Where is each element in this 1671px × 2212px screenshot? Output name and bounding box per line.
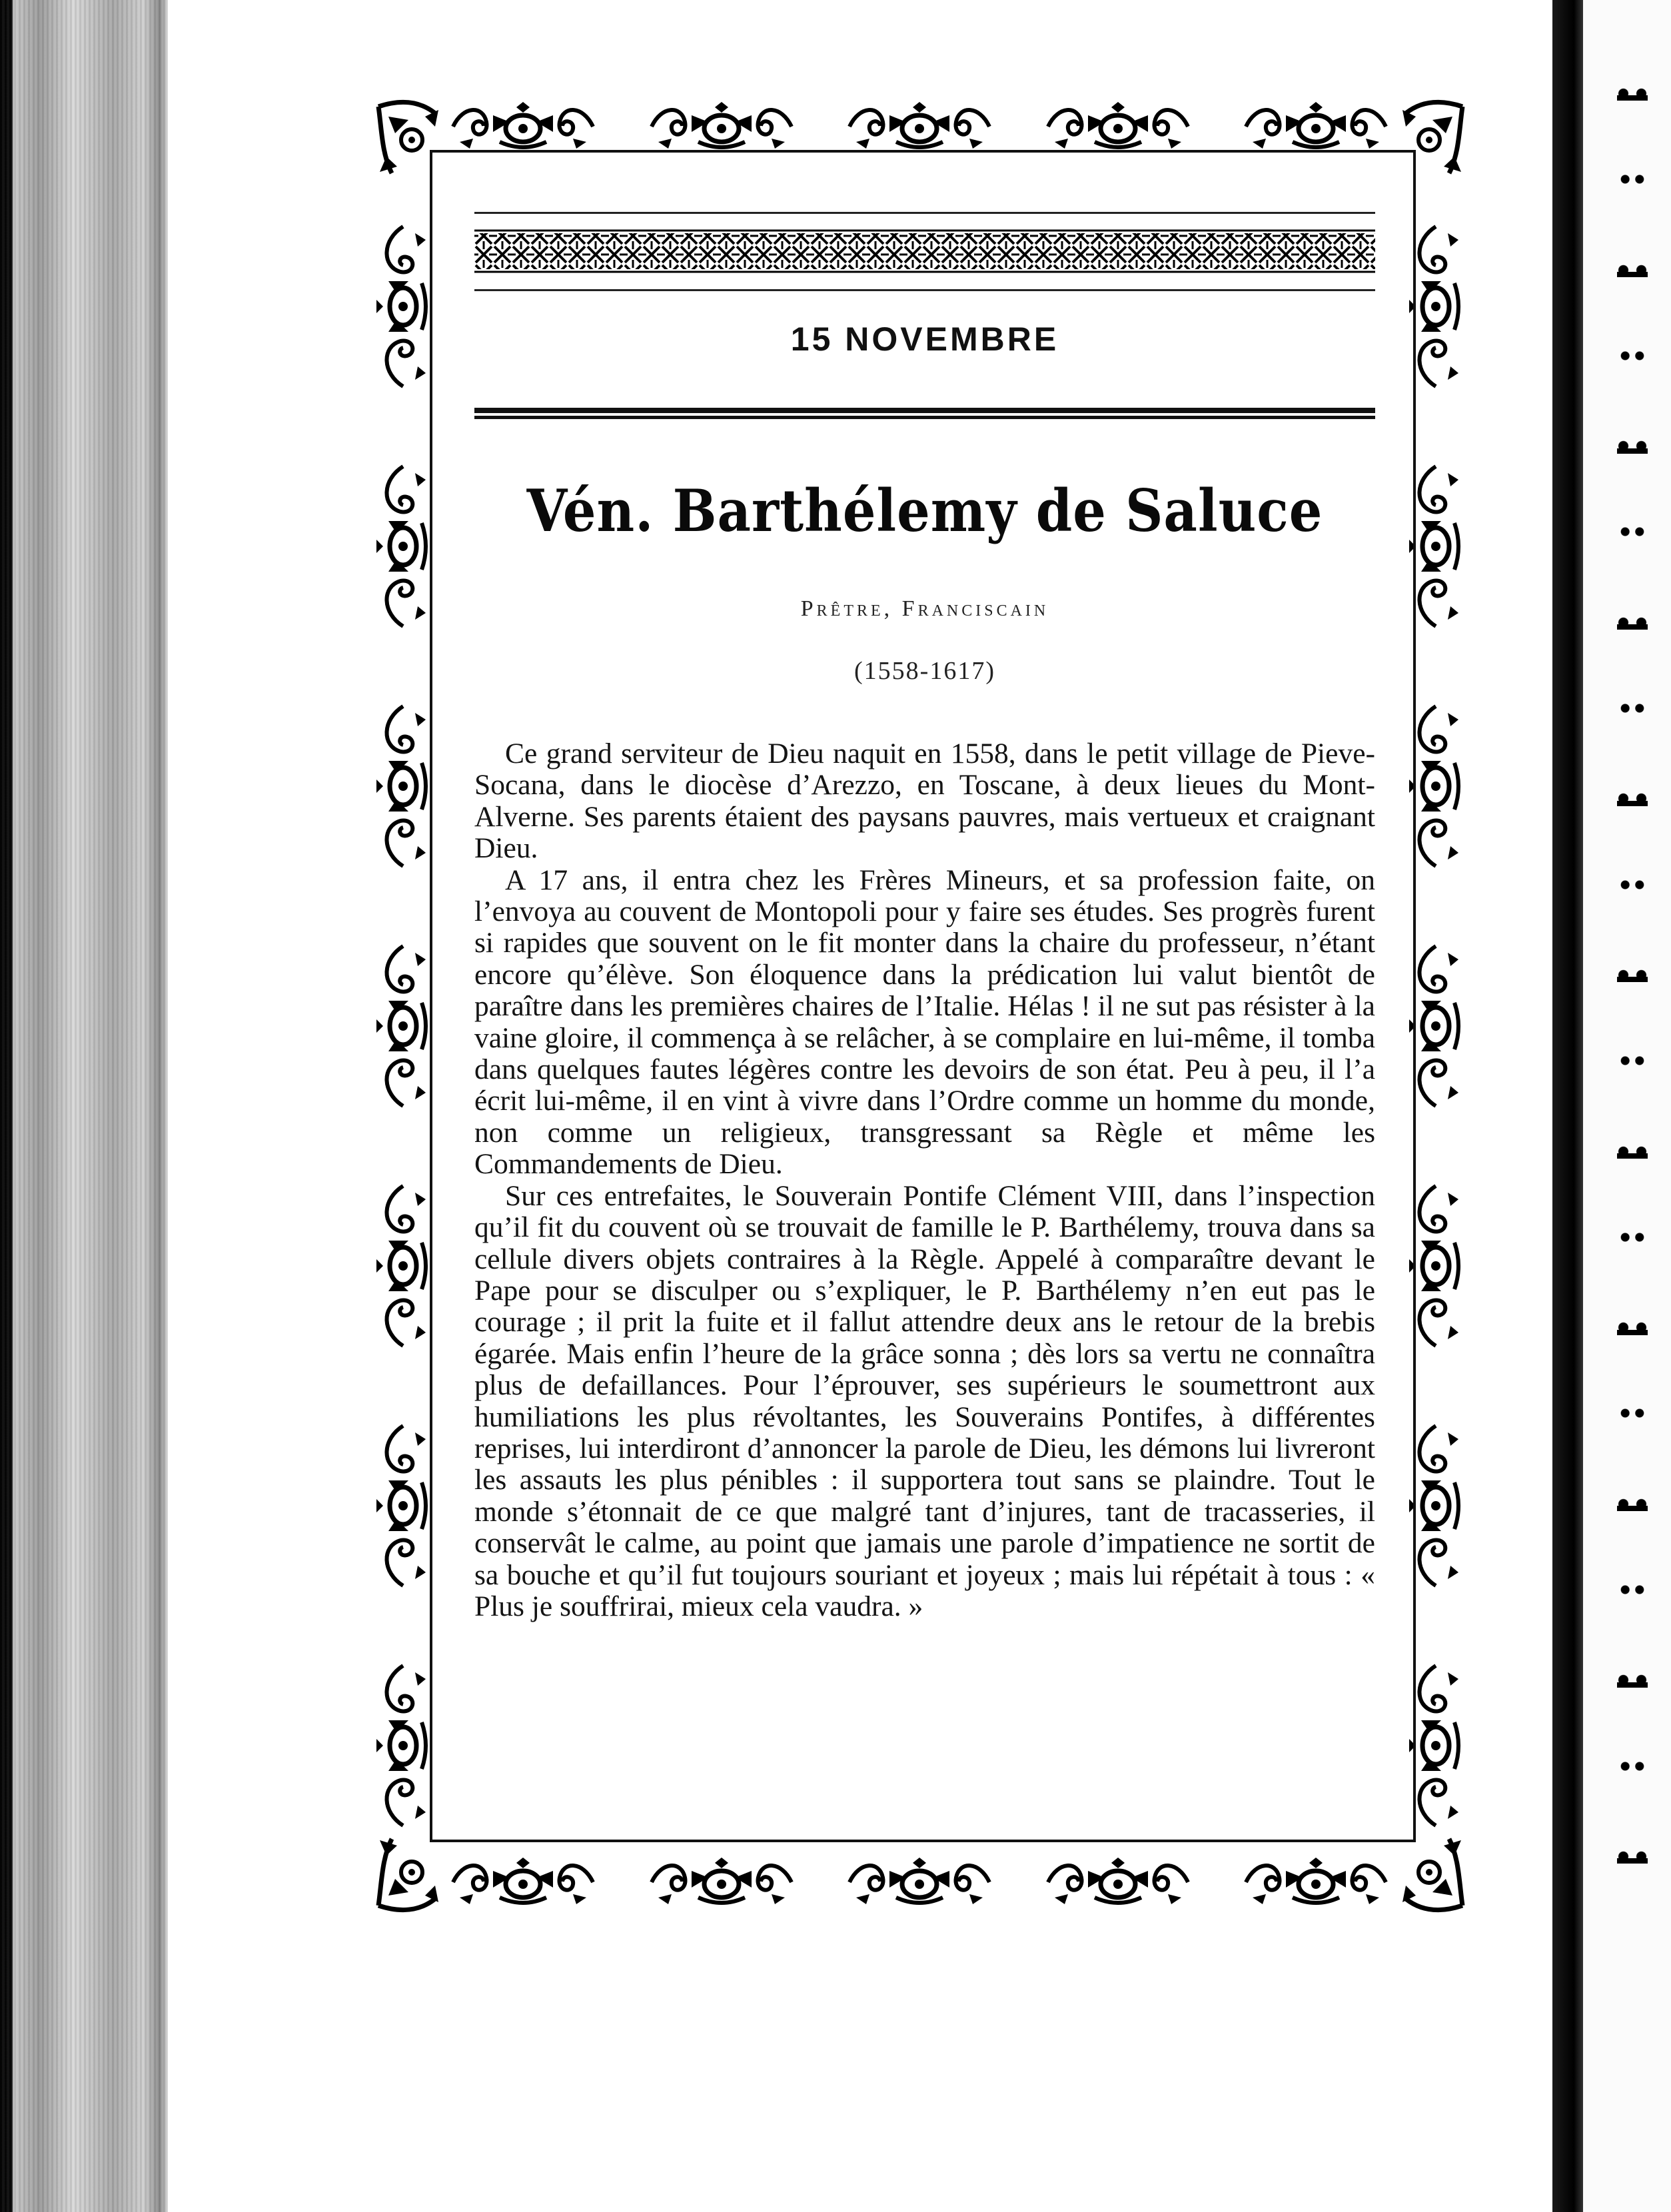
floral-scroll-icon [375, 460, 431, 633]
border-ornament-left [373, 220, 433, 1832]
cross-stitch-band [474, 227, 1375, 276]
paragraph: A 17 ans, il entra chez les Frères Mineurs, et sa profession faite, on l’envoya au couvent de Montopoli pour y faire ses études. Ses progrès furent si rapides que souvent on le fit monter dans la chaire du professeur, n’étant encore qu’élève. Son éloquence dans la prédication lui valut bientôt de paraître dans les premières chaires de l’Italie. Hélas ! il ne sut pas résister à la vaine gloire, il commença à se relâcher, à se complaire en lui-même, il tomba dans quelques fautes légères contre les devoirs de son état. Peu à peu, il l’a écrit lui-même, il en vint à vivre dans l’Ordre comme un homme du monde, non comme un religieux, transgressant sa Règle et même les Commandements de Dieu. [474, 863, 1375, 1181]
page-subtitle: Prêtre, Franciscain [800, 596, 1049, 621]
title-double-rule [474, 408, 1375, 420]
floral-scroll-icon [375, 700, 431, 873]
floral-scroll-icon [1041, 1858, 1195, 1907]
floral-scroll-icon [375, 1419, 431, 1592]
floral-scroll-icon [446, 1858, 600, 1907]
floral-scroll-icon [1408, 220, 1464, 393]
life-dates: (1558-1617) [854, 657, 995, 685]
floral-scroll-icon [1239, 1858, 1392, 1907]
floral-scroll-icon [645, 1858, 798, 1907]
floral-scroll-icon [1239, 102, 1392, 151]
header-rule-top [474, 212, 1375, 214]
floral-scroll-icon [1041, 102, 1195, 151]
paragraph: Sur ces entrefaites, le Souverain Pontife Clément VIII, dans l’inspection qu’il fit du couvent où se trouvait de famille le P. Barthélemy, trouva dans sa cellule divers objets contraires à la Règle. Appelé à comparaître devant le Pape pour se disculper ou s’expliquer, le P. Barthélemy n’en eut pas le courage ; il prit la fuite et il fallut attendre deux ans le retour de la brebis égarée. Mais enfin l’heure de la grâce sonna ; dès lors sa vertu ne connaîtra plus de defaillances. Pour l’éprouver, ses supérieurs le soumettront aux humiliations les plus révoltantes, les Souverains Pontifes, à différentes reprises, lui interdiront d’annoncer la parole de Dieu, les démons lui livreront les assauts les plus pénibles : il supportera tout sans se plaindre. Tout le monde s’étonnait de ce que malgré tant d’injures, tant de tracasseries, il conservât le calme, au point que jamais une parole d’impatience ne sortit de sa bouche et qu’il fut toujours souriant et joyeux ; mais lui répétait à tous : « Plus je souffrirai, mieux cela vaudra. » [474, 1179, 1375, 1622]
floral-scroll-icon [843, 1858, 996, 1907]
floral-scroll-icon [1408, 1419, 1464, 1592]
floral-scroll-icon [843, 102, 996, 151]
floral-scroll-icon [375, 939, 431, 1113]
next-page-ornament-bleed [1606, 80, 1659, 1866]
border-ornament-bottom [373, 1849, 1466, 1916]
scan-right-edge [1552, 0, 1671, 2212]
floral-scroll-icon [446, 102, 600, 151]
floral-scroll-icon [1408, 700, 1464, 873]
page-title: Vén. Barthélemy de Saluce [526, 477, 1323, 546]
floral-scroll-icon [1408, 1659, 1464, 1832]
scan-left-edge [0, 0, 168, 2212]
header-rule-bottom [474, 289, 1375, 291]
paragraph: Ce grand serviteur de Dieu naquit en 1558, dans le petit village de Pieve-Socana, dans le diocèse d’Arezzo, en Toscane, à deux lieues du Mont-Alverne. Ses parents étaient des paysans pauvres, mais vertueux et craignant Dieu. [474, 738, 1375, 865]
floral-scroll-icon [375, 1659, 431, 1832]
floral-scroll-icon [645, 102, 798, 151]
body-text [474, 738, 1375, 1622]
floral-scroll-icon [1408, 939, 1464, 1113]
next-page-spine [1552, 0, 1583, 2212]
floral-scroll-icon [375, 1179, 431, 1353]
floral-scroll-icon [375, 220, 431, 393]
date-heading: 15 NOVEMBRE [790, 320, 1059, 358]
floral-scroll-icon [1408, 460, 1464, 633]
floral-scroll-icon [1408, 1179, 1464, 1353]
